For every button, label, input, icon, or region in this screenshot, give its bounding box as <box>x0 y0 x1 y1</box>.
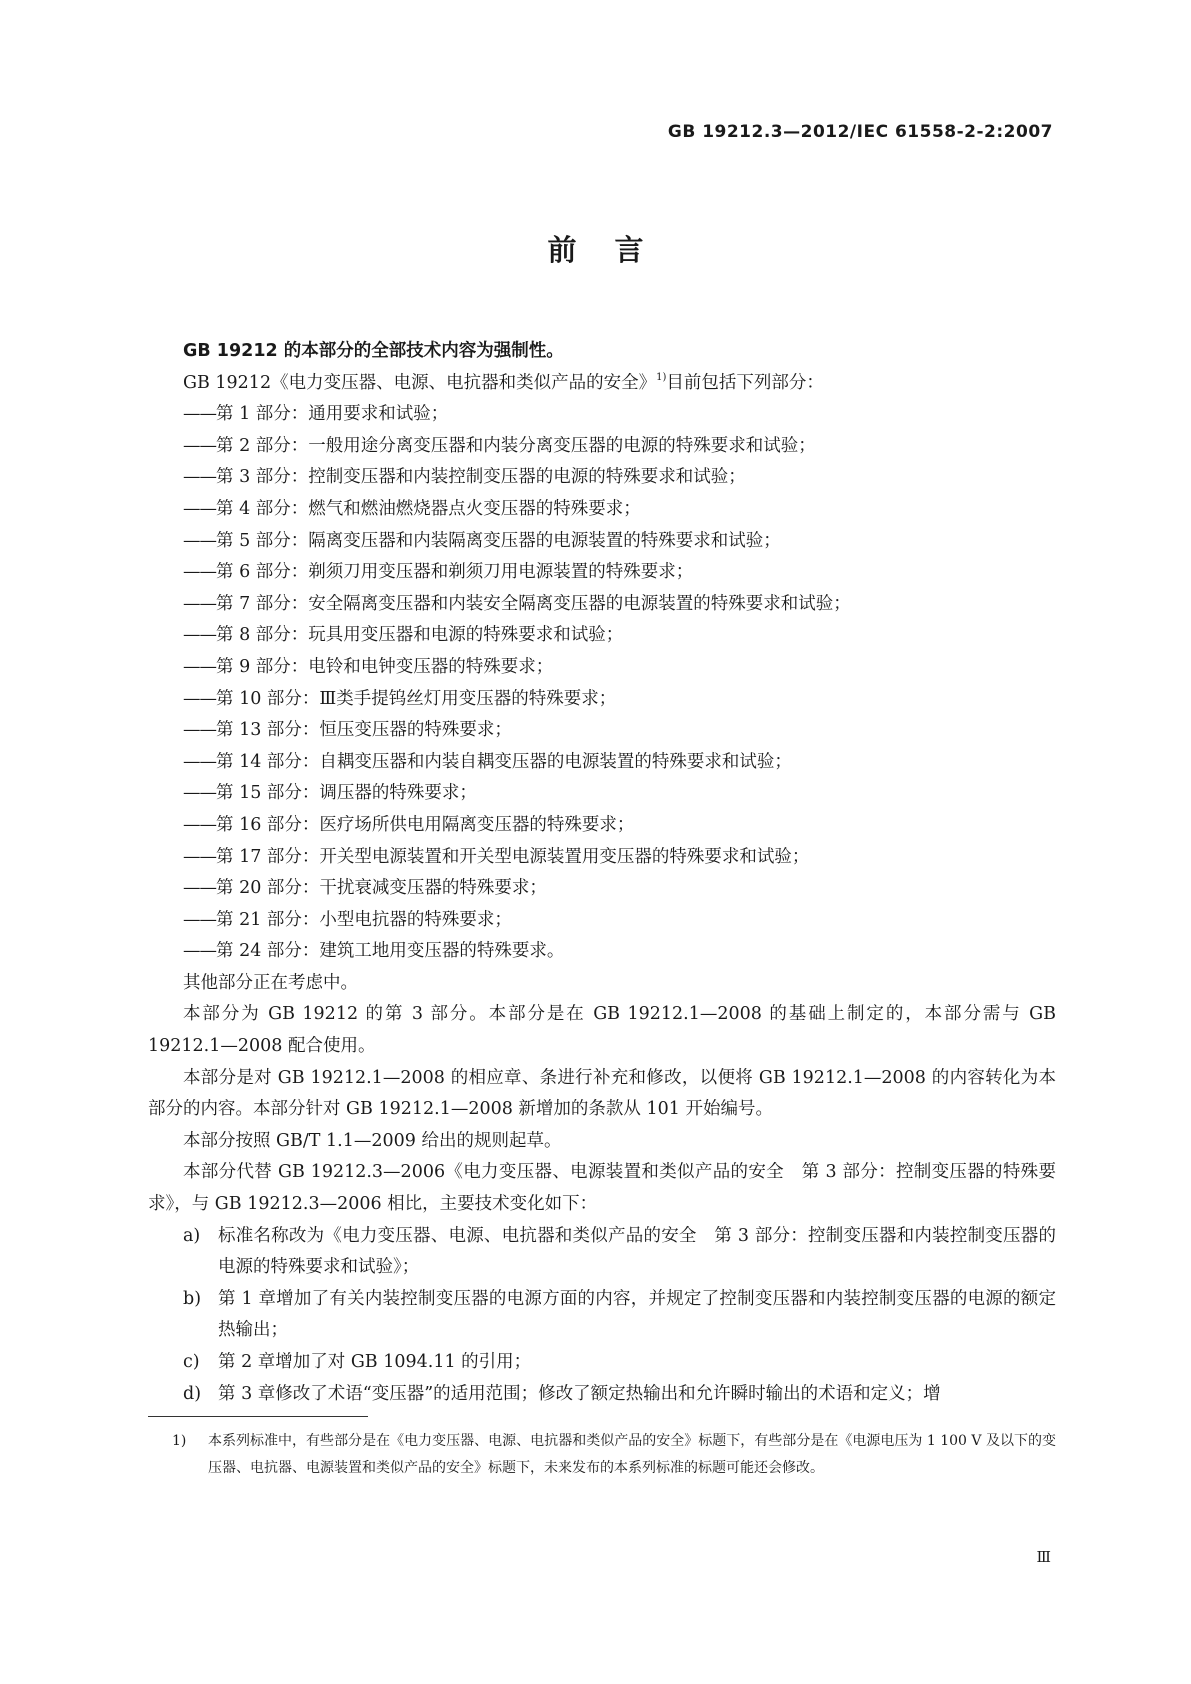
page-title: 前言 <box>547 233 682 267</box>
list-item <box>148 399 1056 431</box>
dash-marker: —— <box>183 941 216 962</box>
list-item-text: 第 2 部分：一般用途分离变压器和内装分离变压器的电源的特殊要求和试验； <box>216 435 816 456</box>
mandatory-statement: GB 19212 的本部分的全部技术内容为强制性。 <box>183 341 564 361</box>
list-item <box>148 715 1056 747</box>
list-item <box>148 526 1056 558</box>
list-item <box>148 557 1056 589</box>
list-item-text: 第 20 部分：干扰衰减变压器的特殊要求； <box>216 878 547 899</box>
change-item <box>148 1347 1056 1379</box>
list-item <box>148 905 1056 937</box>
list-item <box>148 684 1056 716</box>
list-item-text: 第 14 部分：自耦变压器和内装自耦变压器的电源装置的特殊要求和试验； <box>216 751 792 772</box>
dash-marker: —— <box>183 467 216 488</box>
list-item-text: 第 9 部分：电铃和电钟变压器的特殊要求； <box>216 656 554 677</box>
change-item-label: b) <box>183 1288 202 1309</box>
list-item <box>148 652 1056 684</box>
foreword-body <box>148 336 1056 1410</box>
dash-marker: —— <box>183 814 216 835</box>
footnote-text: 本系列标准中，有些部分是在《电力变压器、电源、电抗器和类似产品的安全》标题下，有些部分是在《电源电压为 1 100 V 及以下的变压器、电抗器、电源装置和类似产品的安全》标题下，未来发布的本系列标准的标题可能还会修改。 <box>208 1433 1056 1476</box>
list-item <box>148 462 1056 494</box>
paragraph-drafting-rules: 本部分按照 GB/T 1.1—2009 给出的规则起草。 <box>183 1130 562 1151</box>
list-item <box>148 431 1056 463</box>
footnote-ref: 1) <box>656 371 667 383</box>
list-item-text: 第 7 部分：安全隔离变压器和内装安全隔离变压器的电源装置的特殊要求和试验； <box>216 593 851 614</box>
dash-marker: —— <box>183 625 216 646</box>
list-item <box>148 494 1056 526</box>
list-item <box>148 873 1056 905</box>
dash-marker: —— <box>183 751 216 772</box>
paragraph-supplement: 本部分是对 GB 19212.1—2008 的相应章、条进行补充和修改，以便将 GB 19212.1—2008 的内容转化为本部分的内容。本部分针对 GB 19212.1—2008 新增加的条款从 101 开始编号。 <box>148 1067 1056 1120</box>
list-item-text: 第 8 部分：玩具用变压器和电源的特殊要求和试验； <box>216 625 624 646</box>
change-item-label: c) <box>183 1352 200 1372</box>
list-item-text: 第 21 部分：小型电抗器的特殊要求； <box>216 909 512 930</box>
list-item <box>148 589 1056 621</box>
dash-marker: —— <box>183 846 216 867</box>
change-item <box>148 1379 1056 1411</box>
dash-marker: —— <box>183 562 216 583</box>
dash-marker: —— <box>183 404 216 425</box>
change-item <box>148 1284 1056 1347</box>
list-item <box>148 936 1056 968</box>
dash-marker: —— <box>183 909 216 930</box>
standard-code-header: GB 19212.3—2012/IEC 61558-2-2:2007 <box>667 122 1053 142</box>
page-number: Ⅲ <box>1036 1548 1051 1566</box>
list-item-text: 第 6 部分：剃须刀用变压器和剃须刀用电源装置的特殊要求； <box>216 562 694 583</box>
footnote-divider <box>148 1416 368 1417</box>
list-item <box>148 747 1056 779</box>
list-item <box>148 778 1056 810</box>
change-item-text: 第 1 章增加了有关内装控制变压器的电源方面的内容，并规定了控制变压器和内装控制变压器的电源的额定热输出； <box>218 1288 1056 1341</box>
list-item-text: 第 17 部分：开关型电源装置和开关型电源装置用变压器的特殊要求和试验； <box>216 846 810 867</box>
changes-list <box>148 1221 1056 1411</box>
dash-marker: —— <box>183 435 216 456</box>
series-text-before: GB 19212《电力变压器、电源、电抗器和类似产品的安全》 <box>183 372 657 393</box>
list-item-text: 第 3 部分：控制变压器和内装控制变压器的电源的特殊要求和试验； <box>216 467 746 488</box>
series-text-after: 目前包括下列部分： <box>666 372 824 393</box>
dash-marker: —— <box>183 878 216 899</box>
paragraph-other-parts: 其他部分正在考虑中。 <box>183 972 358 993</box>
change-item-text: 标准名称改为《电力变压器、电源、电抗器和类似产品的安全 第 3 部分：控制变压器和内装控制变压器的电源的特殊要求和试验》； <box>218 1225 1056 1278</box>
list-item-text: 第 5 部分：隔离变压器和内装隔离变压器的电源装置的特殊要求和试验； <box>216 530 781 551</box>
change-item-text: 第 3 章修改了术语“变压器”的适用范围；修改了额定热输出和允许瞬时输出的术语和定义；增 <box>218 1383 941 1404</box>
list-item <box>148 810 1056 842</box>
dash-marker: —— <box>183 783 216 804</box>
parts-list <box>148 399 1056 968</box>
list-item <box>148 842 1056 874</box>
list-item-text: 第 15 部分：调压器的特殊要求； <box>216 783 477 804</box>
dash-marker: —— <box>183 688 216 709</box>
list-item-text: 第 24 部分：建筑工地用变压器的特殊要求。 <box>216 941 565 962</box>
change-item <box>148 1221 1056 1284</box>
dash-marker: —— <box>183 498 216 519</box>
footnote <box>172 1428 1056 1482</box>
list-item-text: 第 1 部分：通用要求和试验； <box>216 404 449 425</box>
list-item <box>148 620 1056 652</box>
change-item-label: d) <box>183 1383 202 1404</box>
paragraph-replacement: 本部分代替 GB 19212.3—2006《电力变压器、电源装置和类似产品的安全 第 3 部分：控制变压器的特殊要求》，与 GB 19212.3—2006 相比，主要技术变化如下： <box>148 1162 1056 1215</box>
change-item-text: 第 2 章增加了对 GB 1094.11 的引用； <box>218 1352 532 1372</box>
dash-marker: —— <box>183 530 216 551</box>
paragraph-part-relation: 本部分为 GB 19212 的第 3 部分。本部分是在 GB 19212.1—2008 的基础上制定的，本部分需与 GB 19212.1—2008 配合使用。 <box>148 1004 1056 1057</box>
dash-marker: —— <box>183 593 216 614</box>
footnote-label: 1) <box>172 1433 187 1449</box>
change-item-label: a) <box>183 1225 201 1246</box>
dash-marker: —— <box>183 656 216 677</box>
list-item-text: 第 10 部分：Ⅲ类手提钨丝灯用变压器的特殊要求； <box>216 688 617 709</box>
list-item-text: 第 13 部分：恒压变压器的特殊要求； <box>216 720 512 741</box>
list-item-text: 第 4 部分：燃气和燃油燃烧器点火变压器的特殊要求； <box>216 498 641 519</box>
series-statement <box>148 368 1056 400</box>
list-item-text: 第 16 部分：医疗场所供电用隔离变压器的特殊要求； <box>216 814 635 835</box>
dash-marker: —— <box>183 720 216 741</box>
